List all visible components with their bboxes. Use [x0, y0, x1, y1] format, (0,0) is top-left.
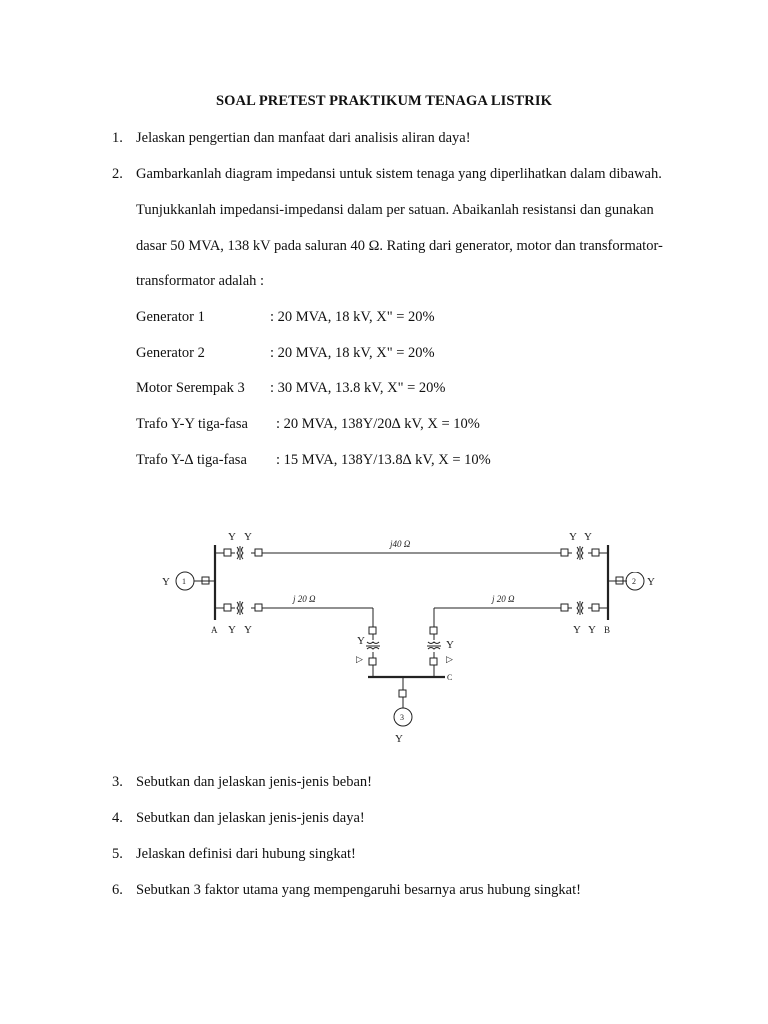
generator-2-label: 2: [632, 577, 636, 586]
breaker-c-left-2: [369, 658, 376, 665]
rating-label: Trafo Y-∆ tiga-fasa: [136, 452, 247, 468]
breaker-c-left: [369, 627, 376, 634]
generator-1-label: 1: [182, 577, 186, 586]
document-title: SOAL PRETEST PRAKTIKUM TENAGA LISTRIK: [216, 93, 552, 109]
question-number: 2.: [112, 166, 123, 182]
rating-generator-1: [136, 309, 435, 326]
trafo-a-top-coil-1: [237, 547, 239, 559]
trafo-a-top-y2: Y: [244, 531, 252, 543]
breaker-b-bottom-2: [561, 604, 568, 611]
trafo-b-top-coil-1: [577, 547, 579, 559]
trafo-b-top-y1: Y: [569, 531, 577, 543]
trafo-a-bottom-y1: Y: [228, 624, 236, 636]
breaker-b-top: [561, 549, 568, 556]
question-number: 3.: [112, 774, 123, 790]
breaker-a-top: [224, 549, 231, 556]
line-right-impedance-label: j 20 Ω: [492, 594, 515, 604]
breaker-b-top-2: [592, 549, 599, 556]
trafo-c-left-y: Y: [357, 635, 365, 647]
question-2-line-1: Tunjukkanlah impedansi-impedansi dalam per satuan. Abaikanlah resistansi dan gunakan: [136, 202, 654, 218]
gen1-y-symbol: Y: [162, 576, 170, 588]
breaker-motor: [399, 690, 406, 697]
question-number: 6.: [112, 882, 123, 898]
trafo-b-bottom-coil-2: [582, 602, 584, 614]
question-number: 1.: [112, 130, 123, 146]
trafo-b-bottom-coil-1: [577, 602, 579, 614]
trafo-b-bottom-y1: Y: [573, 624, 581, 636]
rating-label: Motor Serempak 3: [136, 380, 245, 396]
rating-value: : 20 MVA, 18 kV, X" = 20%: [270, 309, 435, 325]
question-number: 4.: [112, 810, 123, 826]
rating-value: : 20 MVA, 18 kV, X" = 20%: [270, 345, 435, 361]
rating-label: Generator 1: [136, 309, 205, 325]
line-left-impedance-label: j 20 Ω: [293, 594, 316, 604]
rating-motor-3: [136, 380, 446, 397]
trafo-a-bottom-coil-1: [237, 602, 239, 614]
question-text: Sebutkan dan jelaskan jenis-jenis beban!: [136, 774, 372, 790]
bus-c-label: C: [447, 673, 453, 682]
question-2-line-2: dasar 50 MVA, 138 kV pada saluran 40 Ω. Rating dari generator, motor dan transformator-: [136, 238, 663, 254]
motor-3-label: 3: [400, 713, 404, 722]
rating-generator-2: [136, 345, 435, 362]
breaker-a-bottom-2: [255, 604, 262, 611]
question-text: Gambarkanlah diagram impedansi untuk sistem tenaga yang diperlihatkan dalam dibawah.: [136, 166, 662, 182]
trafo-c-left-coil-1: [367, 642, 379, 644]
trafo-a-top-coil-2: [242, 547, 244, 559]
trafo-a-bottom-coil-2: [242, 602, 244, 614]
trafo-c-right-delta: ▷: [446, 654, 453, 664]
breaker-c-right-2: [430, 658, 437, 665]
gen2-y-symbol: Y: [647, 576, 655, 588]
trafo-b-top-coil-2: [582, 547, 584, 559]
breaker-a-bottom: [224, 604, 231, 611]
bus-a-label: A: [211, 625, 218, 635]
trafo-b-bottom-y2: Y: [588, 624, 596, 636]
trafo-c-right-coil-1: [428, 642, 440, 644]
rating-value: : 15 MVA, 138Y/13.8∆ kV, X = 10%: [276, 452, 491, 468]
trafo-b-top-y2: Y: [584, 531, 592, 543]
rating-trafo-ydelta: [136, 452, 491, 469]
breaker-gen2: [616, 577, 623, 584]
question-text: Sebutkan 3 faktor utama yang mempengaruhi besarnya arus hubung singkat!: [136, 882, 581, 898]
trafo-c-left-delta: ▷: [356, 654, 363, 664]
trafo-a-top-y1: Y: [228, 531, 236, 543]
line-top-impedance-label: j40 Ω: [390, 539, 411, 549]
rating-value: : 20 MVA, 138Y/20∆ kV, X = 10%: [276, 416, 480, 432]
rating-label: Generator 2: [136, 345, 205, 361]
motor-y-symbol: Y: [395, 733, 403, 745]
breaker-c-right: [430, 627, 437, 634]
breaker-b-bottom: [592, 604, 599, 611]
question-text: Sebutkan dan jelaskan jenis-jenis daya!: [136, 810, 365, 826]
trafo-c-right-coil-2: [428, 648, 440, 650]
trafo-c-right-y: Y: [446, 639, 454, 651]
rating-trafo-yy: [136, 416, 480, 433]
power-system-one-line-diagram: [140, 515, 640, 755]
rating-label: Trafo Y-Y tiga-fasa: [136, 416, 248, 432]
question-2-line-3: transformator adalah :: [136, 273, 265, 289]
question-text: Jelaskan pengertian dan manfaat dari analisis aliran daya!: [136, 130, 471, 146]
question-number: 5.: [112, 846, 123, 862]
generator-2-group: [606, 572, 668, 592]
bus-b-label: B: [604, 625, 611, 635]
trafo-c-left-coil-2: [367, 648, 379, 650]
breaker-a-top-2: [255, 549, 262, 556]
rating-value: : 30 MVA, 13.8 kV, X" = 20%: [270, 380, 446, 396]
question-text: Jelaskan definisi dari hubung singkat!: [136, 846, 356, 862]
trafo-a-bottom-y2: Y: [244, 624, 252, 636]
